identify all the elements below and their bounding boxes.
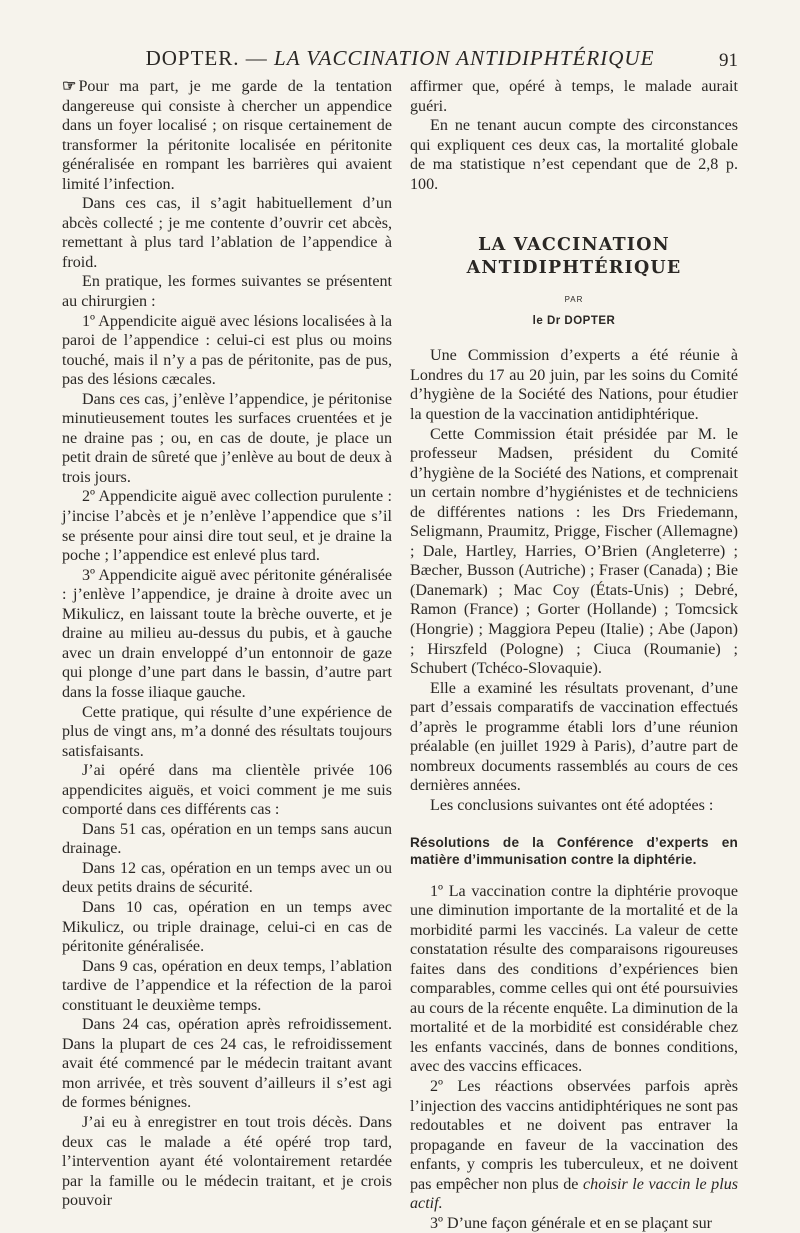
running-title bbox=[62, 46, 738, 71]
article-title bbox=[410, 234, 738, 280]
running-author: DOPTER. bbox=[145, 46, 240, 70]
left-paragraph-6: 2º Appendicite aiguë avec collection purulente : j’incise l’abcès et je n’enlève l’appendice que s’il se présente pour ainsi dire tout seul, et je draine la poche ; l’appendice est enlevé plus tard. bbox=[62, 488, 392, 565]
running-head bbox=[62, 44, 738, 74]
left-paragraph-1 bbox=[62, 77, 392, 194]
paragraph-mark-icon: ☞ bbox=[62, 78, 77, 95]
running-dash: — bbox=[245, 46, 268, 70]
left-paragraph-11: Dans 12 cas, opération en un temps avec un ou deux petits drains de sécurité. bbox=[62, 859, 392, 897]
intro-paragraph-1: Une Commission d’experts a été réunie à Londres du 17 au 20 juin, par les soins du Comité d’hygiène de la Société des Nations, pour étudier la question de la vaccination antidiphtérique. bbox=[410, 347, 738, 424]
resolution-2-italic: choisir le vaccin le plus actif. bbox=[410, 1175, 739, 1213]
left-paragraph-7: 3º Appendicite aiguë avec péritonite généralisée : j’enlève l’appendice, je draine à droite avec un Mikulicz, en laissant toute la brèche ouverte, et je draine au milieu au-dessus du pubis, et à gauche avec un drain enveloppé d’un entonnoir de gaze qui plonge d’une part dans le bassin, d’autre part dans la fosse iliaque gauche. bbox=[62, 566, 392, 701]
right-column bbox=[410, 77, 738, 1233]
intro-paragraph-3: Elle a examiné les résultats provenant, d’une part d’essais comparatifs de vaccination effectués d’après le programme établi lors d’une réunion préalable (en juillet 1929 à Paris), d’autre part de nombreux documents rassemblés au cours de ces dernières années. bbox=[410, 679, 738, 795]
page-number: 91 bbox=[719, 50, 738, 71]
left-paragraph-5: Dans ces cas, j’enlève l’appendice, je péritonise minutieusement toutes les surfaces cruentées et je ne draine pas ; ou, en cas de doute, je place un petit drain de sûreté que j’enlève au bout de deux à trois jours. bbox=[62, 390, 392, 486]
left-paragraph-1-text: Pour ma part, je me garde de la tentation dangereuse qui consiste à chercher un appendice dans un foyer localisé ; on risque certainement de transformer la péritonite localisée en péritonite généralisée en rompant les barrières qui avaient limité l’infection. bbox=[62, 78, 392, 193]
right-continuation-2: En ne tenant aucun compte des circonstances qui expliquent ces deux cas, la mortalité globale de ma statistique n’est cependant que de 2,8 p. 100. bbox=[410, 117, 738, 193]
article-title-line-2: ANTIDIPHTÉRIQUE bbox=[466, 258, 682, 279]
left-paragraph-10: Dans 51 cas, opération en un temps sans aucun drainage. bbox=[62, 820, 392, 858]
right-continuation-1: affirmer que, opéré à temps, le malade aurait guéri. bbox=[410, 78, 738, 115]
left-paragraph-3: En pratique, les formes suivantes se présentent au chirurgien : bbox=[62, 273, 392, 311]
intro-paragraph-2: Cette Commission était présidée par M. le professeur Madsen, président du Comité d’hygiène de la Société des Nations, et comprenait un certain nombre d’hygiénistes et de techniciens de différentes nations : les Drs Friedemann, Seligmann, Praumitz, Prigge, Fischer (Allemagne) ; Dale, Hartley, Harries, O’Brien (Angleterre) ; Bæcher, Busson (Autriche) ; Fraser (Canada) ; Bie (Danemark) ; Mac Coy (États-Unis) ; Debré, Ramon (France) ; Gorter (Hollande) ; Tomcsick (Hongrie) ; Maggiora Pepeu (Italie) ; Abe (Japon) ; Hirszfeld (Pologne) ; Ciuca (Roumanie) ; Schubert (Tchéco-Slovaquie). bbox=[410, 425, 738, 678]
resolution-3: 3º D’une façon générale et en se plaçant sur bbox=[430, 1214, 713, 1232]
left-column bbox=[62, 77, 392, 1211]
left-paragraph-15: J’ai eu à enregistrer en tout trois décès. Dans deux cas le malade a été opéré trop tard, l’intervention ayant été volontairement retardée par la famille ou le médecin traitant, et je crois pouvoir bbox=[62, 1113, 392, 1210]
section-heading: Résolutions de la Conférence d’experts en matière d’immunisation contre la diphtérie. bbox=[410, 834, 738, 867]
left-paragraph-2: Dans ces cas, il s’agit habituellement d’un abcès collecté ; je me contente d’ouvrir cet abcès, remettant à plus tard l’ablation de l’appendice à froid. bbox=[62, 195, 392, 271]
left-paragraph-12: Dans 10 cas, opération en un temps avec Mikulicz, ou triple drainage, celui-ci en cas de péritonite généralisée. bbox=[62, 898, 392, 956]
running-article-title: LA VACCINATION ANTIDIPHTÉRIQUE bbox=[274, 46, 655, 70]
left-paragraph-9: J’ai opéré dans ma clientèle privée 106 appendicites aiguës, et voici comment je me suis comporté dans ces différents cas : bbox=[62, 762, 392, 819]
left-paragraph-14: Dans 24 cas, opération après refroidissement. Dans la plupart de ces 24 cas, le refroidissement avait été commencé par le médecin traitant avant mon arrivée, et très souvent d’ailleurs il s’est agi de formes bénignes. bbox=[62, 1016, 392, 1112]
left-paragraph-13: Dans 9 cas, opération en deux temps, l’ablation tardive de l’appendice et la réfection de la paroi constituant le deuxième temps. bbox=[62, 957, 392, 1014]
resolution-1: 1º La vaccination contre la diphtérie provoque une diminution importante de la mortalité et de la morbidité parmi les vaccinés. La valeur de cette constatation résulte des comparaisons rigoureuses faites dans des conditions d’expériences bien comparables, comme celles qui ont été poursuivies au cours de la récente enquête. La diminution de la mortalité et de la morbidité est considérable chez les enfants vaccinés, dans de bonnes conditions, avec des vaccins efficaces. bbox=[410, 882, 738, 1076]
left-paragraph-4: 1º Appendicite aiguë avec lésions localisées à la paroi de l’appendice : celui-ci est plus ou moins touché, mais il n’y a pas de péritonite, pas de pus, pas des lésions cæcales. bbox=[62, 312, 392, 389]
article-title-line-1: LA VACCINATION bbox=[478, 235, 670, 256]
resolution-2 bbox=[410, 1077, 738, 1214]
left-paragraph-8: Cette pratique, qui résulte d’une expérience de plus de vingt ans, m’a donné des résultats toujours satisfaisants. bbox=[62, 703, 392, 760]
byline-author: le Dr DOPTER bbox=[532, 314, 616, 327]
byline-par: PAR bbox=[564, 295, 584, 305]
intro-paragraph-4: Les conclusions suivantes ont été adoptées : bbox=[430, 796, 714, 814]
resolution-2-text: 2º Les réactions observées parfois après l’injection des vaccins antidiphtériques ne sont pas redoutables et ne doivent pas entraver la propagande en faveur de la vaccination des enfants, y compris les tuberculeux, et ne doivent pas empêcher non plus de bbox=[410, 1077, 738, 1193]
